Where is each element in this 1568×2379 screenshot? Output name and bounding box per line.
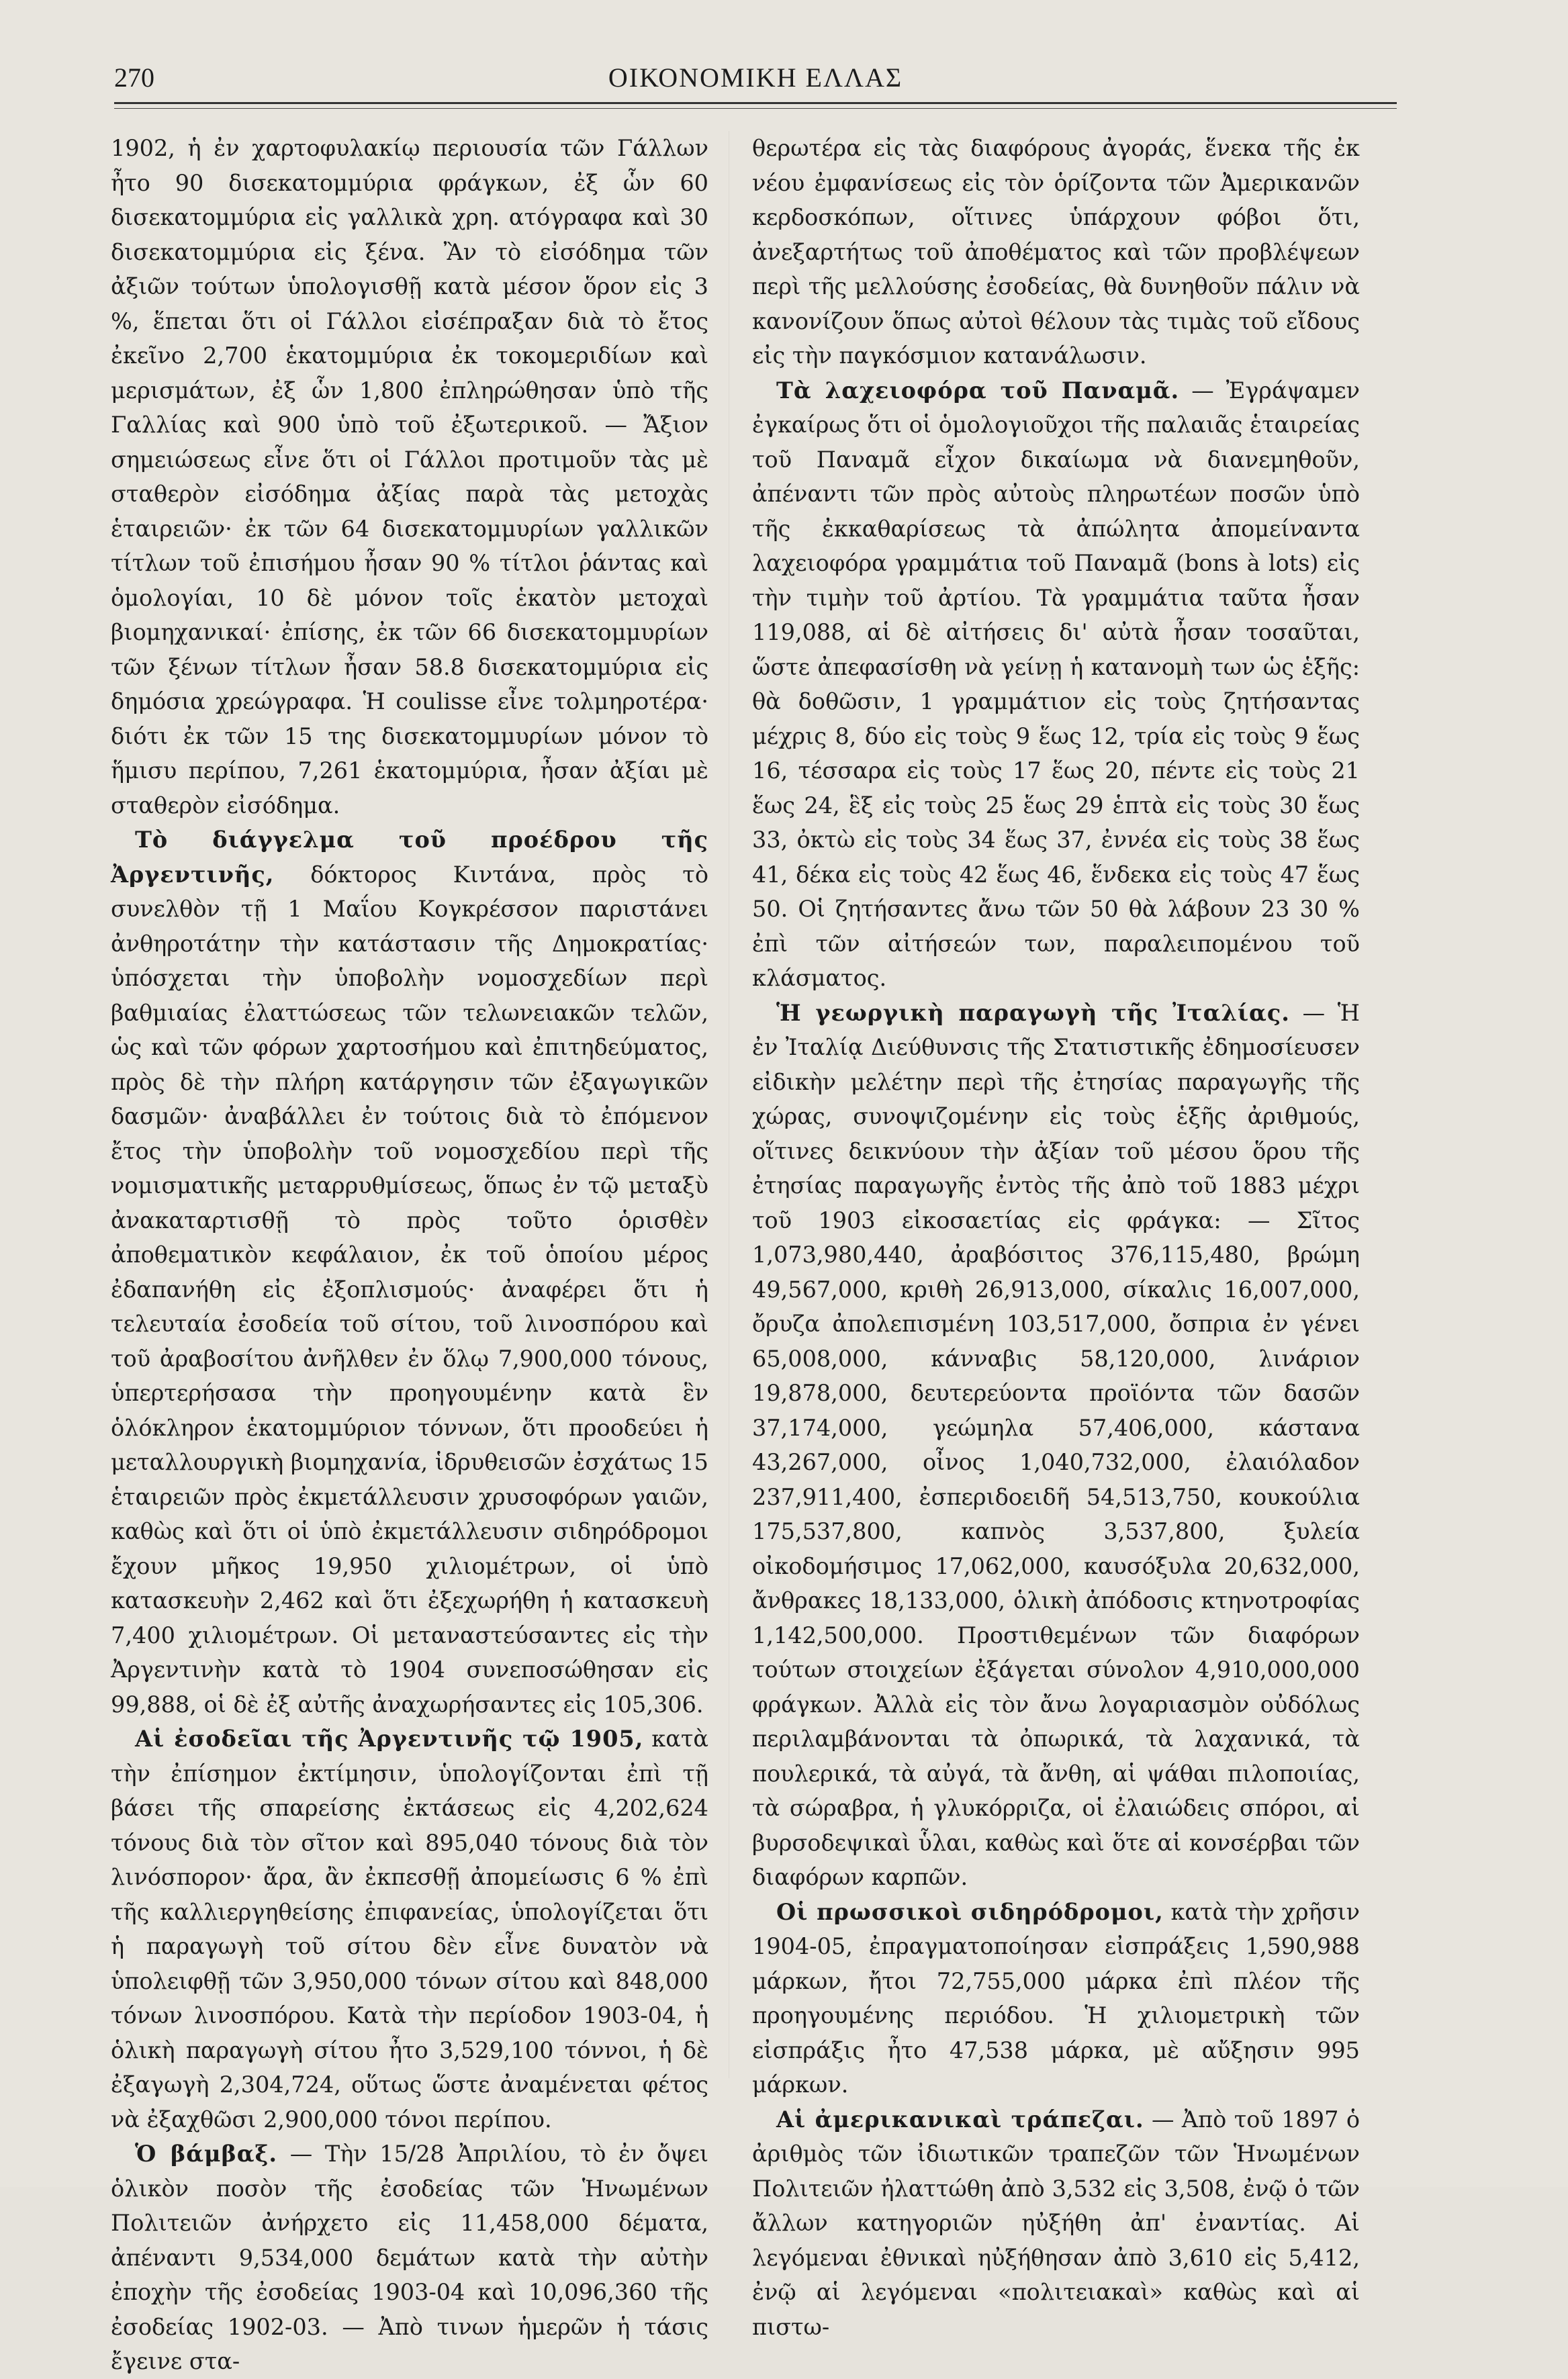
section-heading: Αἱ ἀμερικανικαὶ τράπεζαι. [776, 2106, 1144, 2133]
paragraph [752, 373, 1360, 996]
section-heading: Οἱ πρωσσικοὶ σιδηρόδρομοι, [776, 1898, 1164, 1925]
page-number: 270 [114, 62, 154, 93]
paragraph: θερωτέρα εἰς τὰς διαφόρους ἀγοράς, ἕνεκα τῆς ἐκ νέου ἐμφανίσεως εἰς τὸν ὁρίζοντα τῶν Ἀμερικανῶν κερδοσκόπων, οἵτινες ὑπάρχουν φόβοι ὅτι, ἀνεξαρτήτως τοῦ ἀποθέματος καὶ τῶν προβλέψεων περὶ τῆς μελλούσης ἐσοδείας, θὰ δυνηθοῦν πάλιν νὰ κανονίζουν ὅπως αὐτοὶ θέλουν τὰς τιμὰς τοῦ εἴδους εἰς τὴν παγκόσμιον κατανάλωσιν. [752, 135, 1360, 369]
section-heading: Τὸ διάγγελμα τοῦ προέδρου τῆς Ἀργεντινῆς, [111, 827, 708, 888]
paragraph [752, 2102, 1360, 2345]
paragraph-text: — Ἐγράψαμεν ἐγκαίρως ὅτι οἱ ὁμολογιοῦχοι τῆς παλαιᾶς ἑταιρείας τοῦ Παναμᾶ εἶχον δικαίωμα νὰ διανεμηθοῦν, ἀπέναντι τῶν πρὸς αὐτοὺς πληρωτέων ποσῶν ὑπὸ τῆς ἐκκαθαρίσεως τὰ ἀπώλητα ἀπομείναντα λαχειοφόρα γραμμάτια τοῦ Παναμᾶ (bons à lots) εἰς τὴν τιμὴν τοῦ ἀρτίου. Τὰ γραμμάτια ταῦτα ἦσαν 119,088, αἱ δὲ αἰτήσεις δι' αὐτὰ ἦσαν τοσαῦται, ὥστε ἀπεφασίσθη νὰ γείνῃ ἡ κατανομὴ των ὡς ἑξῆς: θὰ δοθῶσιν, 1 γραμμάτιον εἰς τοὺς ζητήσαντας μέχρις 8, δύο εἰς τοὺς 9 ἕως 12, τρία εἰς τοὺς 9 ἕως 16, τέσσαρα εἰς τοὺς 17 ἕως 20, πέντε εἰς τοὺς 21 ἕως 24, ἓξ εἰς τοὺς 25 ἕως 29 ἑπτὰ εἰς τοὺς 30 ἕως 33, ὀκτὼ εἰς τοὺς 34 ἕως 37, ἐννέα εἰς τοὺς 38 ἕως 41, δέκα εἰς τοὺς 42 ἕως 46, ἕνδεκα εἰς τοὺς 47 ἕως 50. Οἱ ζητήσαντες ἄνω τῶν 50 θὰ λάβουν 23 30 % ἐπὶ τῶν αἰτήσεών των, παραλειπομένου τοῦ κλάσματος. [752, 377, 1360, 991]
paragraph-text: — Ἀπὸ τοῦ 1897 ὁ ἀριθμὸς τῶν ἰδιωτικῶν τραπεζῶν τῶν Ἡνωμένων Πολιτειῶν ἠλαττώθη ἀπὸ 3,532 εἰς 3,508, ἐνῷ ὁ τῶν ἄλλων κατηγοριῶν ηὐξήθη ἀπ' ἐναντίας. Αἱ λεγόμεναι ἐθνικαὶ ηὐξήθησαν ἀπὸ 3,610 εἰς 5,412, ἐνῷ αἱ λεγόμεναι «πολιτειακαὶ» καθὼς καὶ αἱ πιστω- [752, 2106, 1360, 2340]
paragraph-text: — Τὴν 15/28 Ἀπριλίου, τὸ ἐν ὄψει ὁλικὸν ποσὸν τῆς ἐσοδείας τῶν Ἡνωμένων Πολιτειῶν ἀνήρχετο εἰς 11,458,000 δέματα, ἀπέναντι 9,534,000 δεμάτων κατὰ τὴν αὐτὴν ἐποχὴν τῆς ἐσοδείας 1903-04 καὶ 10,096,360 τῆς ἐσοδείας 1902-03. — Ἀπὸ τινων ἡμερῶν ἡ τάσις ἔγεινε στα- [111, 2141, 708, 2374]
section-heading: Αἱ ἐσοδεῖαι τῆς Ἀργεντινῆς τῷ 1905, [135, 1726, 644, 1752]
paragraph [111, 2137, 708, 2379]
running-head: ΟΙΚΟΝΟΜΙΚΗ ΕΛΛΑΣ [608, 62, 903, 93]
section-heading: Τὰ λαχειοφόρα τοῦ Παναμᾶ. [776, 377, 1180, 404]
right-column [752, 131, 1360, 2344]
paragraph-text: κατὰ τὴν χρῆσιν 1904-05, ἐπραγματοποίησαν εἰσπράξεις 1,590,988 μάρκων, ἤτοι 72,755,000 μάρκα ἐπὶ πλέον τῆς προηγουμένης περιόδου. Ἡ χιλιομετρικὴ τῶν εἰσπράξις ἦτο 47,538 μάρκα, μὲ αὔξησιν 995 μάρκων. [752, 1898, 1360, 2098]
section-heading: Ὁ βάμβαξ. [135, 2141, 278, 2167]
paragraph [111, 823, 708, 1722]
paragraph-text: — Ἡ ἐν Ἰταλίᾳ Διεύθυνσις τῆς Στατιστικῆς ἐδημοσίευσεν εἰδικὴν μελέτην περὶ τῆς ἐτησίας παραγωγῆς τῆς χώρας, συνοψιζομένην εἰς τοὺς ἑξῆς ἀριθμούς, οἵτινες δεικνύουν τὴν ἀξίαν τοῦ μέσου ὅρου τῆς ἐτησίας παραγωγῆς ἐντὸς τῆς ἀπὸ τοῦ 1883 μέχρι τοῦ 1903 εἰκοσαετίας εἰς φράγκα: — Σῖτος 1,073,980,440, ἀραβόσιτος 376,115,480, βρώμη 49,567,000, κριθὴ 26,913,000, σίκαλις 16,007,000, ὄρυζα ἀπολεπισμένη 103,517,000, ὄσπρια ἐν γένει 65,008,000, κάνναβις 58,120,000, λινάριον 19,878,000, δευτερεύοντα προϊόντα τῶν δασῶν 37,174,000, γεώμηλα 57,406,000, κάστανα 43,267,000, οἶνος 1,040,732,000, ἐλαιόλαδον 237,911,400, ἐσπεριδοειδῆ 54,513,750, κουκούλια 175,537,800, καπνὸς 3,537,800, ξυλεία οἰκοδομήσιμος 17,062,000, καυσόξυλα 20,632,000, ἄνθρακες 18,133,000, ὁλικὴ ἀπόδοσις κτηνοτροφίας 1,142,500,000. Προστιθεμένων τῶν διαφόρων τούτων στοιχείων ἐξάγεται σύνολον 4,910,000,000 φράγκων. Ἀλλὰ εἰς τὸν ἄνω λογαριασμὸν οὐδόλως περιλαμβάνονται τὰ ὀπωρικά, τὰ λαχανικά, τὰ πουλερικά, τὰ αὐγά, τὰ ἄνθη, αἱ ψάθαι πιλοποιίας, τὰ σώραβρα, ἡ γλυκόρριζα, οἱ ἐλαιώδεις σπόροι, αἱ βυρσοδεψικαὶ ὗλαι, καθὼς καὶ ὅτε αἱ κονσέρβαι τῶν διαφόρων καρπῶν. [752, 999, 1360, 1890]
paragraph [752, 996, 1360, 1895]
paragraph-text: δόκτορος Κιντάνα, πρὸς τὸ συνελθὸν τῇ 1 Μαΐου Κογκρέσσον παριστάνει ἀνθηροτάτην τὴν κατάστασιν τῆς Δημοκρατίας· ὑπόσχεται τὴν ὑποβολὴν νομοσχεδίων περὶ βαθμιαίας ἐλαττώσεως τῶν τελωνειακῶν τελῶν, ὡς καὶ τῶν φόρων χαρτοσήμου καὶ ἐπιτηδεύματος, πρὸς δὲ τὴν πλήρη κατάργησιν τῶν ἐξαγωγικῶν δασμῶν· ἀναβάλλει ἐν τούτοις διὰ τὸ ἐπόμενον ἔτος τὴν ὑποβολὴν τοῦ νομοσχεδίου περὶ τῆς νομισματικῆς μεταρρυθμίσεως, ὅπως ἐν τῷ μεταξὺ ἀνακαταρτισθῇ τὸ πρὸς τοῦτο ὁρισθὲν ἀποθεματικὸν κεφάλαιον, ἐκ τοῦ ὁποίου μέρος ἐδαπανήθη εἰς ἐξοπλισμούς· ἀναφέρει ὅτι ἡ τελευταία ἐσοδεία τοῦ σίτου, τοῦ λινοσπόρου καὶ τοῦ ἀραβοσίτου ἀνῆλθεν ἐν ὅλῳ 7,900,000 τόνους, ὑπερτερήσασα τὴν προηγουμένην κατὰ ἓν ὁλόκληρον ἑκατομμύριον τόννων, ὅτι προοδεύει ἡ μεταλλουργικὴ βιομηχανία, ἱδρυθεισῶν ἐσχάτως 15 ἑταιρειῶν πρὸς ἐκμετάλλευσιν χρυσοφόρων γαιῶν, καθὼς καὶ ὅτι οἱ ὑπὸ ἐκμετάλλευσιν σιδηρόδρομοι ἔχουν μῆκος 19,950 χιλιομέτρων, οἱ ὑπὸ κατασκευὴν 2,462 καὶ ὅτι ἐξεχωρήθη ἡ κατασκευὴ 7,400 χιλιομέτρων. Οἱ μεταναστεύσαντες εἰς τὴν Ἀργεντινὴν κατὰ τὸ 1904 συνεποσώθησαν εἰς 99,888, οἱ δὲ ἐξ αὐτῆς ἀναχωρήσαντες εἰς 105,306. [111, 861, 708, 1718]
paragraph [111, 1722, 708, 2137]
header-rule-thin [114, 108, 1397, 109]
header-rule [114, 102, 1397, 104]
paragraph [752, 1895, 1360, 2102]
paragraph-text: κατὰ τὴν ἐπίσημον ἐκτίμησιν, ὑπολογίζονται ἐπὶ τῇ βάσει τῆς σπαρείσης ἐκτάσεως εἰς 4,202,624 τόνους διὰ τὸν σῖτον καὶ 895,040 τόνους διὰ τὸν λινόσπορον· ἄρα, ἂν ἐκπεσθῇ ἀπομείωσις 6 % ἐπὶ τῆς καλλιεργηθείσης ἐπιφανείας, ὑπολογίζεται ὅτι ἡ παραγωγὴ τοῦ σίτου δὲν εἶνε δυνατὸν νὰ ὑπολειφθῇ τῶν 3,950,000 τόνων σίτου καὶ 848,000 τόνων λινοσπόρου. Κατὰ τὴν περίοδον 1903-04, ἡ ὁλικὴ παραγωγὴ σίτου ἦτο 3,529,100 τόννοι, ἡ δὲ ἐξαγωγὴ 2,304,724, οὕτως ὥστε ἀναμένεται φέτος νὰ ἐξαχθῶσι 2,900,000 τόνοι περίπου. [111, 1726, 708, 2133]
section-heading: Ἡ γεωργικὴ παραγωγὴ τῆς Ἰταλίας. [776, 999, 1290, 1026]
page-header [114, 62, 1397, 102]
paragraph: 1902, ἡ ἐν χαρτοφυλακίῳ περιουσία τῶν Γάλλων ἦτο 90 δισεκατομμύρια φράγκων, ἐξ ὧν 60 δισεκατομμύρια εἰς γαλλικὰ χρη. ατόγραφα καὶ 30 δισεκατομμύρια εἰς ξένα. Ἂν τὸ εἰσόδημα τῶν ἀξιῶν τούτων ὑπολογισθῇ κατὰ μέσον ὅρον εἰς 3 %, ἕπεται ὅτι οἱ Γάλλοι εἰσέπραξαν διὰ τὸ ἔτος ἐκεῖνο 2,700 ἑκατομμύρια ἐκ τοκομεριδίων καὶ μερισμάτων, ἐξ ὧν 1,800 ἐπληρώθησαν ὑπὸ τῆς Γαλλίας καὶ 900 ὑπὸ τοῦ ἐξωτερικοῦ. — Ἄξιον σημειώσεως εἶνε ὅτι οἱ Γάλλοι προτιμοῦν τὰς μὲ σταθερὸν εἰσόδημα ἀξίας παρὰ τὰς μετοχὰς ἑταιρειῶν· ἐκ τῶν 64 δισεκατομμυρίων γαλλικῶν τίτλων τοῦ ἐπισήμου ἦσαν 90 % τίτλοι ῥάντας καὶ ὁμολογίαι, 10 δὲ μόνον τοῖς ἑκατὸν μετοχαὶ βιομηχανικαί· ἐπίσης, ἐκ τῶν 66 δισεκατομμυρίων τῶν ξένων τίτλων ἦσαν 58.8 δισεκατομμύρια εἰς δημόσια χρεώγραφα. Ἡ coulisse εἶνε τολμηροτέρα· διότι ἐκ τῶν 15 της δισεκατομμυρίων μόνον τὸ ἥμισυ περίπου, 7,261 ἑκατομμύρια, ἦσαν ἀξίαι μὲ σταθερὸν εἰσόδημα. [111, 135, 708, 819]
left-column [111, 131, 708, 2379]
